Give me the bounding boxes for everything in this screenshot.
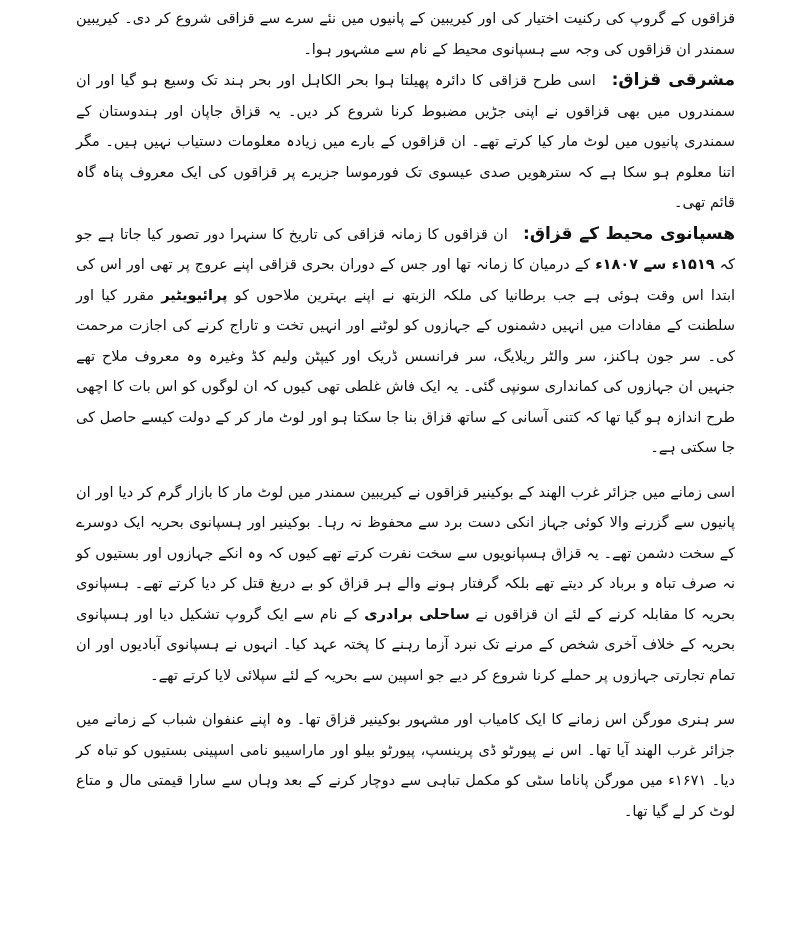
term-coastal-brotherhood: ساحلی برادری (364, 606, 470, 623)
heading-spanish-main-pirates: ھسپانوی محیط کے قزاق: (523, 223, 735, 244)
paragraph-spanish-main-pirates (76, 219, 735, 464)
heading-eastern-pirates: مشرقی قزاق: (611, 70, 736, 90)
paragraph-eastern-pirates-text: اسی طرح قزاقی کا دائرہ پھیلتا ہوا بحر الکاہل اور بحر ہند تک وسیع ہو گیا اور ان سمندروں میں بھی قزاقوں نے اپنی جڑیں مضبوط کرنا شروع کر دیں۔ یہ قزاق جاپان اور ہندوستان کے سمندری پانیوں میں لوٹ مار کیا کرتے تھے۔ ان قزاقوں کے بارے میں زیادہ معلومات دستیاب نہیں ہیں۔ مگر اتنا معلوم ہو سکا ہے کہ سترھویں صدی عیسوی تک فورموسا جزیرے پر قزاقوں کی ایک معروف پناہ گاہ قائم تھی۔ (76, 73, 735, 211)
paragraph-buccaneers-text-a: اسی زمانے میں جزائر غرب الھند کے بوکینیر قزاقوں نے کیریبین سمندر میں لوٹ مار کا بازار گرم کر دیا اور ان پانیوں سے گزرنے والا کوئی جہاز انکی دست برد سے محفوظ نہ رہا۔ بوکینیر اور ہسپانوی بحریہ ایک دوسرے کے سخت دشمن تھے۔ یہ قزاق ہسپانویوں سے سخت نفرت کرتے تھے کیوں کہ وہ انکے جہازوں اور بستیوں کو نہ صرف تباہ و برباد کر دیتے تھے بلکہ گرفتار ہونے والے ہر قزاق کو بے دریغ قتل کر دیا کرتے تھے۔ ہسپانوی بحریہ کا مقابلہ کرنے کے لئے ان قزاقوں نے (76, 484, 736, 623)
paragraph-henry-morgan-text: سر ہنری مورگن اس زمانے کا ایک کامیاب اور مشہور بوکینیر قزاق تھا۔ وہ اپنے عنفوان شباب کے زمانے میں جزائر غرب الھند آیا تھا۔ اس نے پیورٹو ڈی پرینسپ، پیورٹو بیلو اور ماراسیبو نامی اسپینی بستیوں کو تباہ کر دیا۔ ۱۶۷۱ء میں مورگن پاناما سٹی کو مکمل تباہی سے دوچار کرنے کے بعد وہاں سے سارا قیمتی مال و متاع لوٹ کر لے گیا تھا۔ (76, 712, 735, 820)
paragraph-1-text: قزاقوں کے گروپ کی رکنیت اختیار کی اور کیریبین کے پانیوں میں نئے سرے سے قزاقی شروع کر دی۔ کیریبین سمندر ان قزاقوں کی وجہ سے ہسپانوی محیط کے نام سے مشہور ہوا۔ (76, 11, 735, 58)
paragraph-henry-morgan (76, 705, 735, 827)
term-privateer: پرائیویٹیر (161, 287, 228, 304)
paragraph-buccaneers-text-b: کے نام سے ایک گروپ تشکیل دیا اور ہسپانوی بحریہ کے خلاف آخری شخص کے مرنے تک نبرد آزما رہنے کا پختہ عہد کیا۔ انہوں نے ہسپانوی آبادیوں اور ان تمام تجارتی جہازوں پر حملے کرنا شروع کر دیے جو اسپین سے بحریہ کے لئے سپلائی لایا کرتے تھے۔ (76, 606, 735, 684)
paragraph-buccaneers (76, 478, 735, 692)
paragraph-spanish-main-text-a: ان قزاقوں کا زمانہ قزاقی کی تاریخ کا سنہرا دور تصور کیا جاتا ہے جو کہ (76, 226, 736, 273)
paragraph-spanish-main-text-b: کے درمیان کا زمانہ تھا اور جس کے دوران بحری قزاقی اپنے عروج پر تھی اور اس کی ابتدا اس وقت ہوئی ہے جب برطانیا کی ملکہ الزبتھ نے اپنے بہترین ملاحوں کو (76, 257, 736, 304)
paragraph-spanish-main-text-c: مقرر کیا اور سلطنت کے مفادات میں انہیں دشمنوں کے جہازوں کو لوٹنے اور انہیں تخت و تاراج کرنے کی اجازت مرحمت کی۔ سر جون ہاکنز، سر والٹر ریلایگ، سر فرانسس ڈریک اور کیپٹن ولیم کڈ وغیرہ وہ معروف ملاح تھے جنہیں ان جہازوں کی کمانداری سونپی گئی۔ یہ ایک فاش غلطی تھی کیوں کہ ان لوگوں کو اس بات کا اچھی طرح اندازہ ہو گیا تھا کہ کتنی آسانی کے ساتھ قزاق بنا جا سکتا ہو اور لوٹ مار کر کے دولت کیسے حاصل کی جا سکتی ہے۔ (76, 287, 735, 456)
paragraph-eastern-pirates (76, 65, 735, 219)
era-years: ۱۵۱۹ء سے ۱۸۰۷ء (595, 257, 715, 273)
paragraph-1 (76, 4, 735, 65)
